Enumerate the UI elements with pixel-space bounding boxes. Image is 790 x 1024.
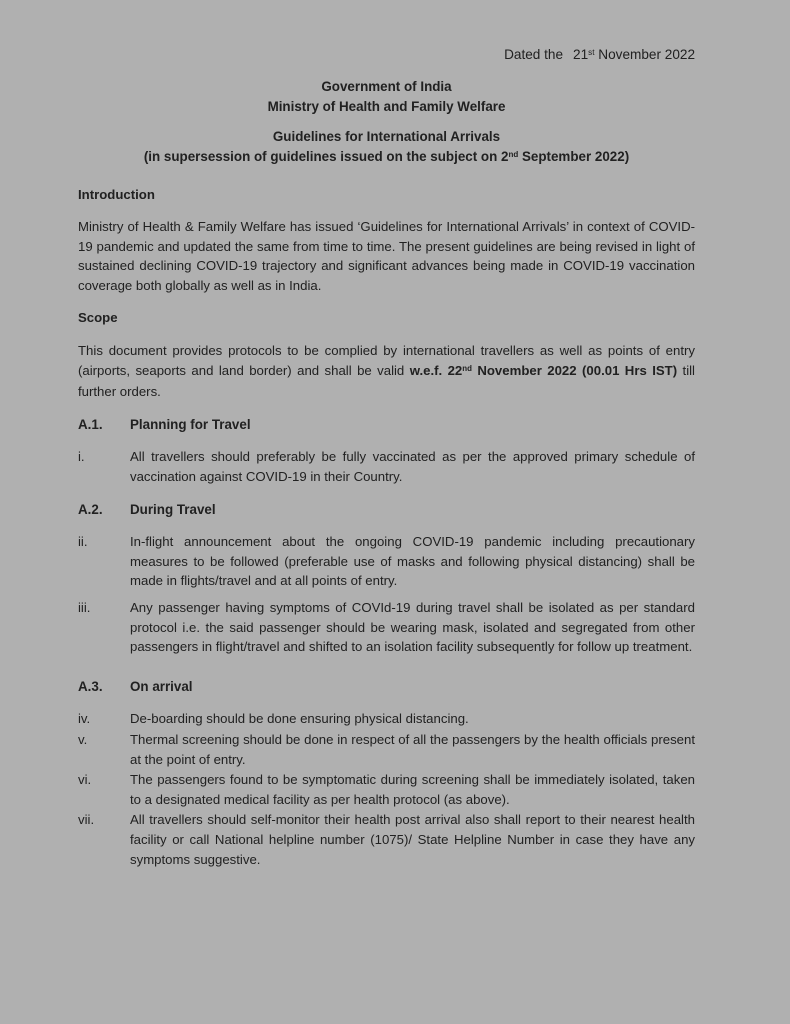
date-prefix: Dated the bbox=[504, 47, 564, 62]
subtitle-prefix: (in supersession of guidelines issued on the subject on 2 bbox=[143, 149, 509, 164]
paragraph-introduction: Ministry of Health & Family Welfare has issued ‘Guidelines for International Arrivals’ in context of COVID-19 pandemic and updated the same from time to time. The present guidelines are being revised in light of sustained declining COVID-19 trajectory and significant advances being made in COVID-19 vaccination coverage both globally as well as in India. bbox=[78, 219, 695, 293]
document-title-block bbox=[78, 127, 695, 170]
section-number: A.2. bbox=[78, 501, 103, 517]
list-item bbox=[78, 810, 695, 869]
subtitle-ordinal: nd bbox=[508, 149, 519, 159]
scope-effective-ordinal: nd bbox=[462, 363, 472, 373]
list-item-text: Any passenger having symptoms of COVId-19 during travel shall be isolated as per standard protocol i.e. the said passenger should be wearing mask, isolated and segregated from other passengers in flight/travel and shifted to an isolation facility subsequently for follow up treatment. bbox=[130, 600, 695, 655]
list-item bbox=[78, 447, 695, 486]
list-item-text: All travellers should self-monitor their health post arrival also shall report to their nearest health facility or call National helpline number (1075)/ State Helpline Number in case they have any symptoms suggestive. bbox=[130, 812, 695, 867]
ministry-name: Ministry of Health and Family Welfare bbox=[267, 99, 506, 114]
list-item-marker: iii. bbox=[78, 600, 91, 615]
list-item-text: Thermal screening should be done in respect of all the passengers by the health officials present at the point of entry. bbox=[130, 731, 695, 767]
date-day: 21 bbox=[573, 47, 589, 62]
paragraph-scope bbox=[78, 341, 695, 402]
section-heading-a1 bbox=[78, 415, 695, 435]
list-item-marker: v. bbox=[78, 731, 88, 747]
list-item-marker: i. bbox=[78, 449, 85, 465]
section-title: Planning for Travel bbox=[130, 416, 251, 432]
section-title: During Travel bbox=[130, 501, 216, 517]
section-heading-a2 bbox=[78, 500, 695, 520]
list-item bbox=[78, 598, 695, 657]
scope-text-end: till further orders. bbox=[78, 362, 695, 400]
section-number: A.1. bbox=[78, 416, 103, 432]
scope-text: This document provides protocols to be complied by international travellers as well as points of entry (airports, seaports and land border) and shall be valid bbox=[78, 343, 695, 378]
list-item-marker: ii. bbox=[78, 534, 88, 550]
subtitle-suffix: September 2022) bbox=[518, 149, 630, 164]
list-item bbox=[78, 532, 695, 591]
list-item-marker: iv. bbox=[78, 711, 91, 727]
list-item bbox=[78, 770, 695, 809]
list-item-text: All travellers should preferably be fully vaccinated as per the approved primary schedule of vaccination against COVID-19 in their Country. bbox=[130, 449, 695, 485]
list-item-marker: vi. bbox=[78, 772, 92, 788]
document-title: Guidelines for International Arrivals bbox=[272, 128, 501, 144]
section-heading-introduction: Introduction bbox=[78, 186, 155, 202]
list-item bbox=[78, 730, 695, 769]
list-item-text: In-flight announcement about the ongoing COVID-19 pandemic including precautionary measures to be followed (preferable use of masks and following physical distancing) shall be made in flights/travel and at all points of entry. bbox=[130, 534, 695, 589]
section-number: A.3. bbox=[78, 678, 103, 694]
list-item-text: The passengers found to be symptomatic during screening shall be immediately isolated, taken to a designated medical facility as per health protocol (as above). bbox=[130, 772, 695, 807]
section-heading-a3 bbox=[78, 677, 695, 697]
date-rest: November 2022 bbox=[594, 47, 695, 62]
section-title: On arrival bbox=[130, 678, 193, 694]
scope-effective-date: w.e.f. 22 bbox=[409, 362, 463, 378]
date-line bbox=[78, 45, 695, 67]
section-heading-scope: Scope bbox=[78, 310, 118, 326]
scope-effective-rest: November 2022 (00.01 Hrs IST) bbox=[471, 362, 678, 378]
list-item-text: De-boarding should be done ensuring physical distancing. bbox=[130, 711, 469, 727]
list-item bbox=[78, 709, 695, 729]
list-item-marker: vii. bbox=[78, 812, 95, 828]
document-subtitle bbox=[78, 147, 695, 170]
org-name: Government of India bbox=[321, 78, 452, 94]
org-header bbox=[78, 77, 695, 118]
date-ordinal: st bbox=[588, 47, 595, 57]
